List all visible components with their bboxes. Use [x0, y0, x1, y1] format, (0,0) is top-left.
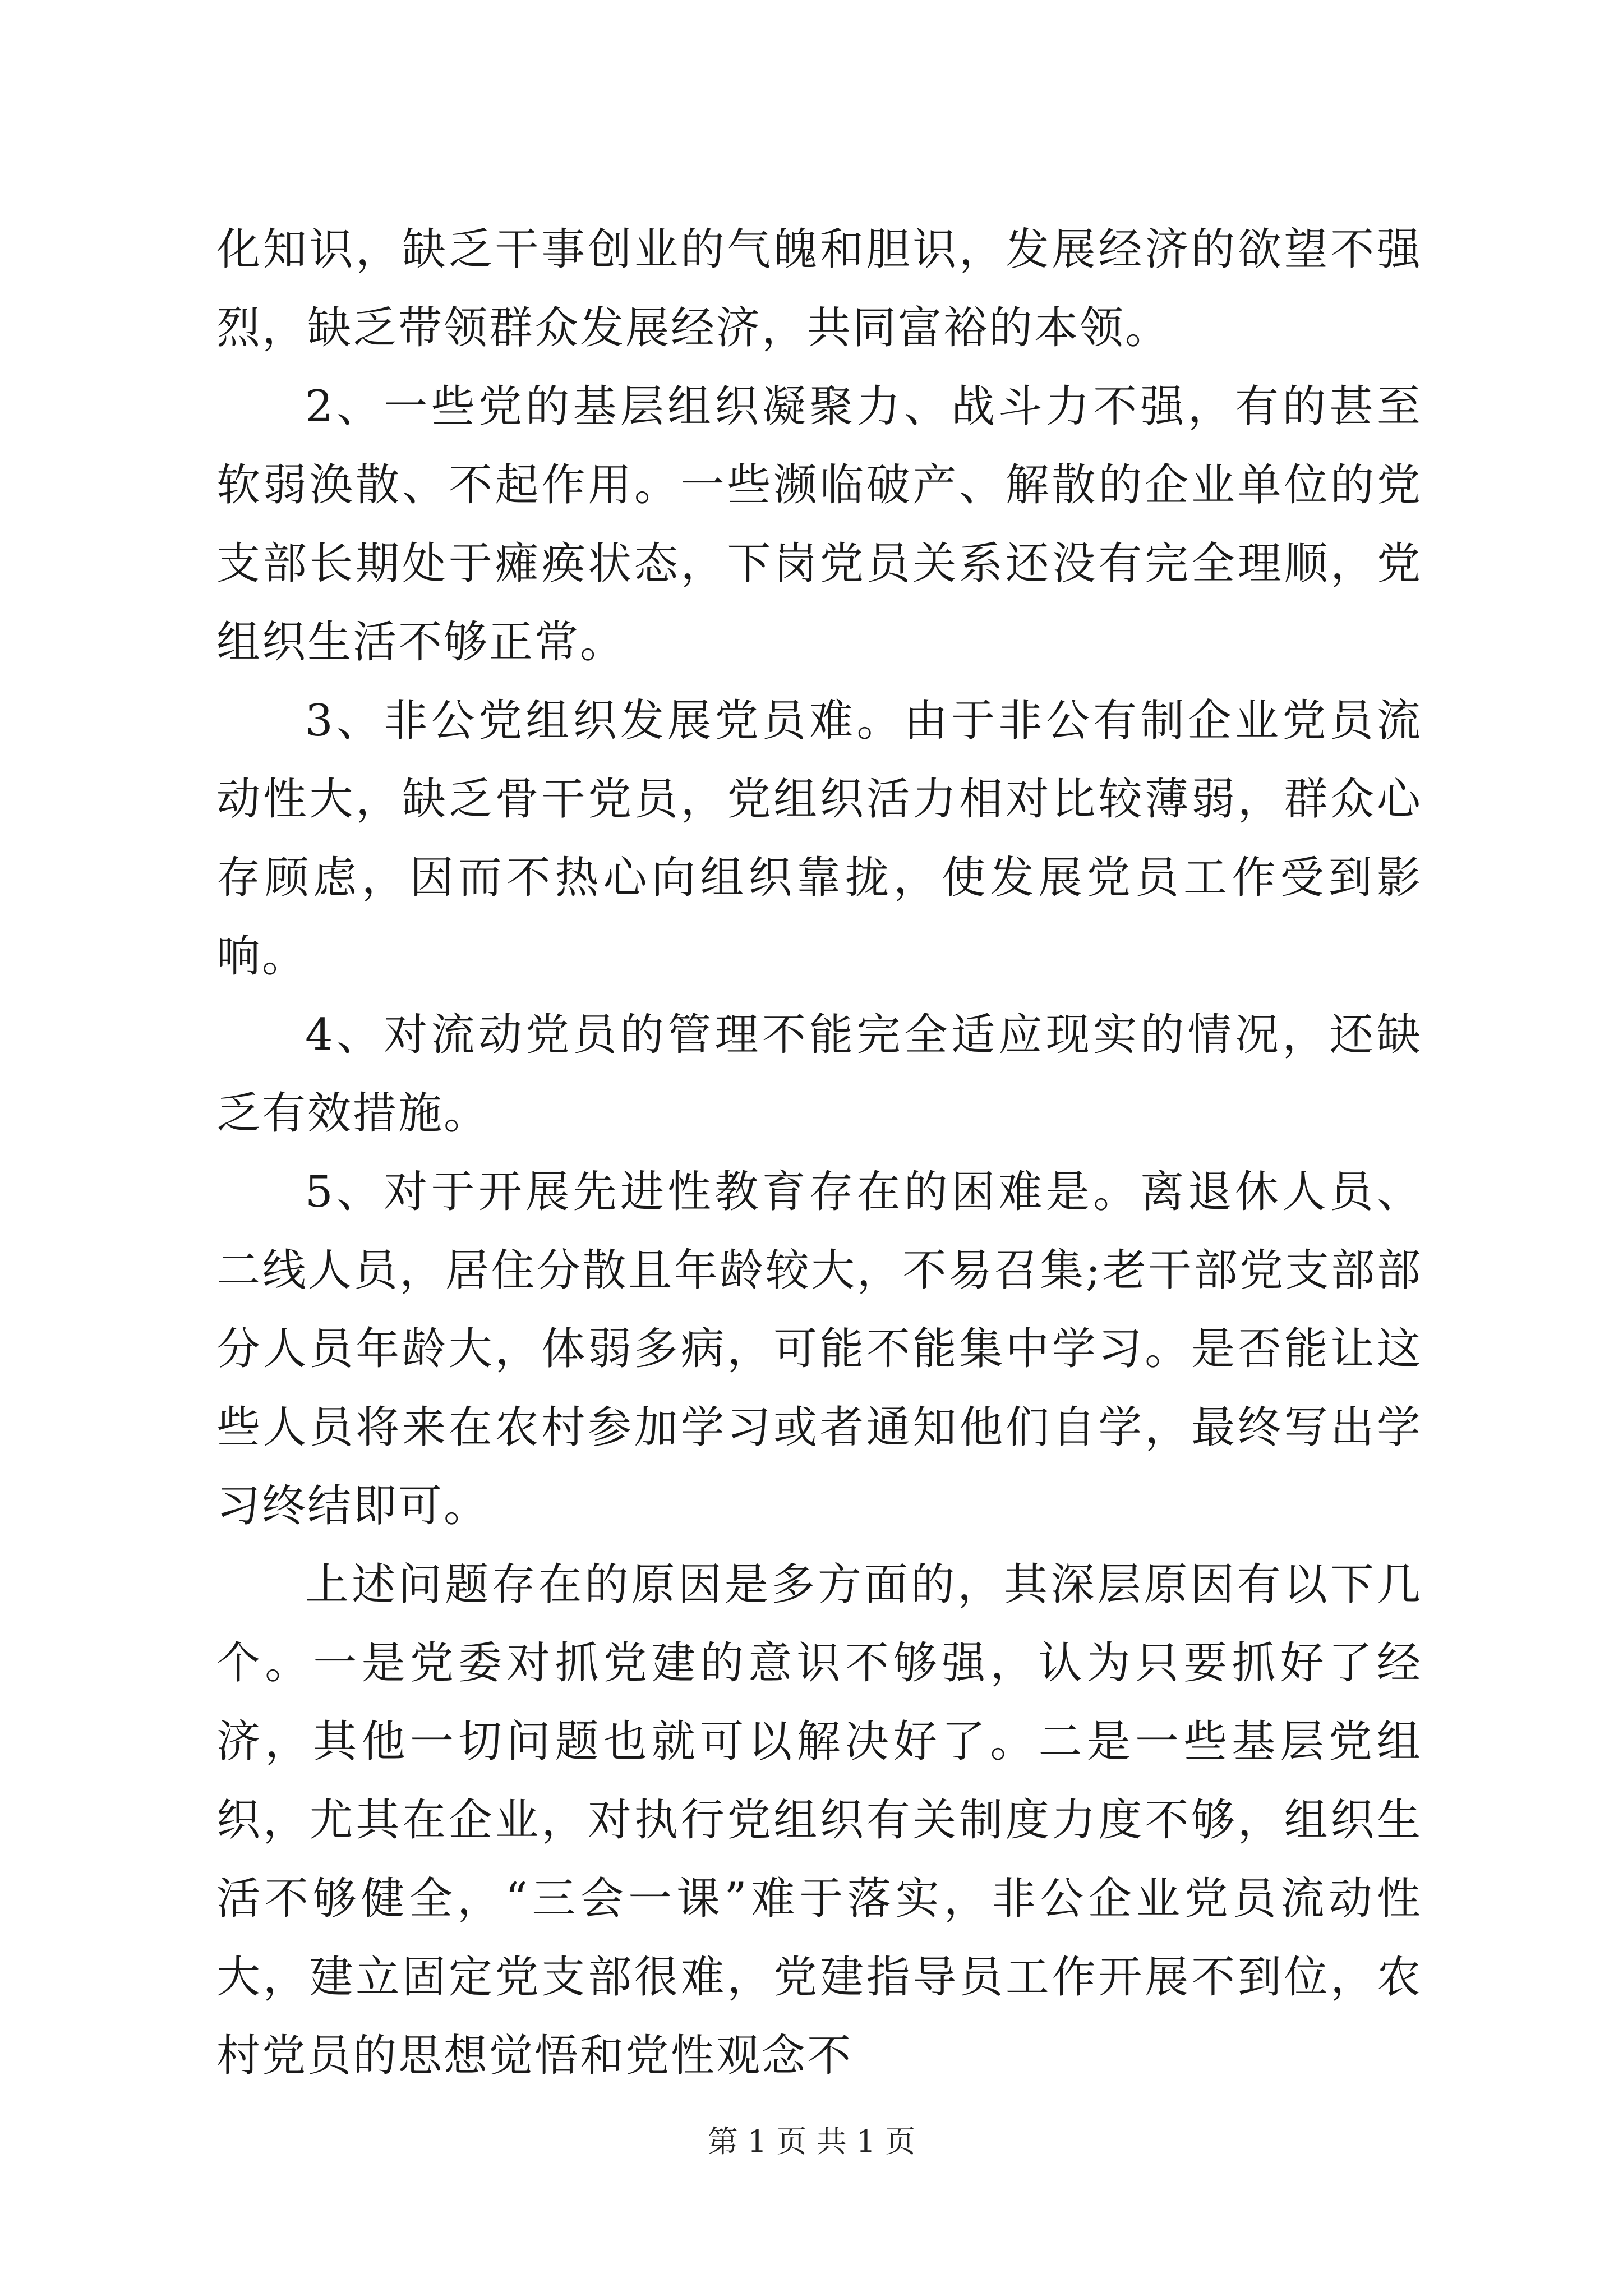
paragraph-causes: 上述问题存在的原因是多方面的，其深层原因有以下几个。一是党委对抓党建的意识不够强，认为只要抓好了经济，其他一切问题也就可以解决好了。二是一些基层党组织，尤其在企业，对执行党组织有关制度力度不够，组织生活不够健全，“三会一课”难于落实，非公企业党员流动性大，建立固定党支部很难，党建指导员工作开展不到位，农村党员的思想觉悟和党性观念不 — [216, 1559, 1422, 2081]
paragraph-item-4: 4、对流动党员的管理不能完全适应现实的情况，还缺乏有效措施。 — [216, 1010, 1422, 1139]
paragraph-item-5: 5、对于开展先进性教育存在的困难是。离退休人员、二线人员，居住分散且年龄较大，不易召集;老干部党支部部分人员年龄大，体弱多病，可能不能集中学习。是否能让这些人员将来在农村参加学习或者通知他们自学，最终写出学习终结即可。 — [216, 1167, 1422, 1531]
paragraph-item-2: 2、一些党的基层组织凝聚力、战斗力不强，有的甚至软弱涣散、不起作用。一些濒临破产、解散的企业单位的党支部长期处于瘫痪状态，下岗党员关系还没有完全理顺，党组织生活不够正常。 — [216, 381, 1422, 668]
paragraph-continuation: 化知识，缺乏干事创业的气魄和胆识，发展经济的欲望不强烈，缺乏带领群众发展经济，共同富裕的本领。 — [216, 224, 1422, 353]
page-number-footer: 第 1 页 共 1 页 — [707, 2124, 916, 2159]
paragraph-item-3: 3、非公党组织发展党员难。由于非公有制企业党员流动性大，缺乏骨干党员，党组织活力相对比较薄弱，群众心存顾虑，因而不热心向组织靠拢，使发展党员工作受到影响。 — [216, 696, 1422, 982]
document-body — [216, 210, 1422, 2095]
